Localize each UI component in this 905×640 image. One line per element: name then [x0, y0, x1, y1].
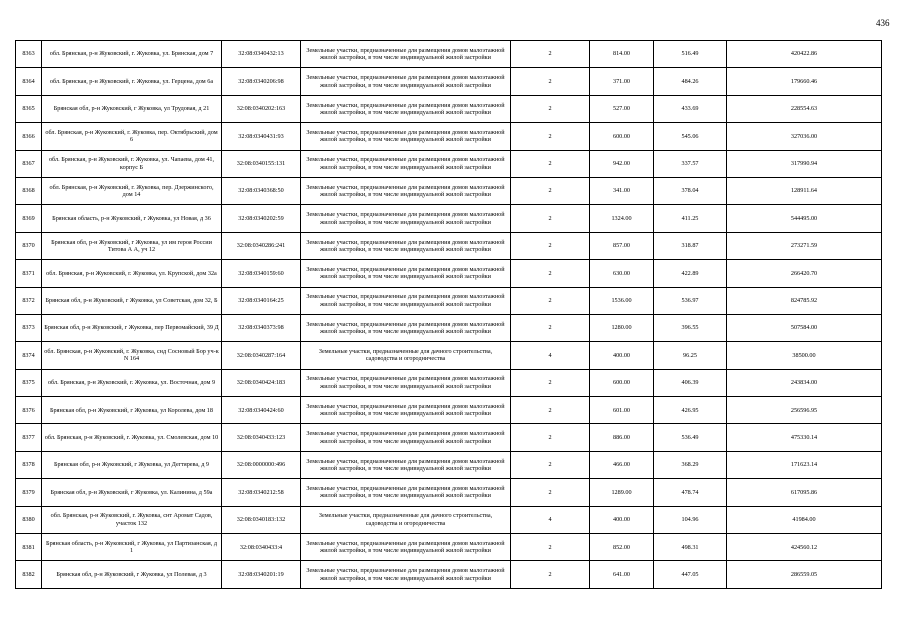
group-cell: 4 — [511, 342, 590, 369]
permitted-use-cell: Земельные участки, предназначенные для размещения домов малоэтажной жилой застройки, в том числе индивидуальной жилой застройки — [301, 150, 511, 177]
group-cell: 2 — [511, 479, 590, 506]
row-number-cell: 8374 — [16, 342, 42, 369]
row-number-cell: 8370 — [16, 232, 42, 259]
table-row — [16, 287, 882, 314]
table-row — [16, 260, 882, 287]
address-cell: Брянская обл, р-н Жуковский, г Жуковка, ул им героя России Титова А А, уч 12 — [42, 232, 222, 259]
cadastral-number-cell: 32:08:0340159:60 — [222, 260, 301, 287]
row-number-cell: 8365 — [16, 95, 42, 122]
table-row — [16, 232, 882, 259]
area-cell: 1280.00 — [590, 314, 654, 341]
cadastral-number-cell: 32:08:0340201:19 — [222, 561, 301, 588]
cadastral-value-cell: 544495.00 — [727, 205, 882, 232]
cadastral-number-cell: 32:08:0340202:163 — [222, 95, 301, 122]
specific-value-cell: 433.69 — [654, 95, 727, 122]
cadastral-value-cell: 317990.94 — [727, 150, 882, 177]
table-row — [16, 68, 882, 95]
specific-value-cell: 368.29 — [654, 451, 727, 478]
page-number: 436 — [876, 18, 890, 28]
table-row — [16, 534, 882, 561]
group-cell: 2 — [511, 451, 590, 478]
area-cell: 886.00 — [590, 424, 654, 451]
area-cell: 601.00 — [590, 397, 654, 424]
specific-value-cell: 406.39 — [654, 369, 727, 396]
specific-value-cell: 318.87 — [654, 232, 727, 259]
cadastral-value-cell: 243834.00 — [727, 369, 882, 396]
cadastral-value-cell: 171623.14 — [727, 451, 882, 478]
area-cell: 400.00 — [590, 506, 654, 533]
row-number-cell: 8376 — [16, 397, 42, 424]
area-cell: 857.00 — [590, 232, 654, 259]
row-number-cell: 8382 — [16, 561, 42, 588]
land-registry-table — [15, 40, 882, 589]
specific-value-cell: 536.97 — [654, 287, 727, 314]
address-cell: Брянская обл, р-н Жуковский, г Жуковка, ул Полевая, д 3 — [42, 561, 222, 588]
group-cell: 2 — [511, 41, 590, 68]
row-number-cell: 8379 — [16, 479, 42, 506]
permitted-use-cell: Земельные участки, предназначенные для размещения домов малоэтажной жилой застройки, в том числе индивидуальной жилой застройки — [301, 534, 511, 561]
cadastral-value-cell: 228554.63 — [727, 95, 882, 122]
cadastral-number-cell: 32:08:0000000:496 — [222, 451, 301, 478]
specific-value-cell: 422.89 — [654, 260, 727, 287]
permitted-use-cell: Земельные участки, предназначенные для дачного строительства, садоводства и огородничества — [301, 342, 511, 369]
area-cell: 1324.00 — [590, 205, 654, 232]
cadastral-value-cell: 327036.00 — [727, 123, 882, 150]
specific-value-cell: 96.25 — [654, 342, 727, 369]
area-cell: 341.00 — [590, 177, 654, 204]
specific-value-cell: 536.49 — [654, 424, 727, 451]
cadastral-number-cell: 32:08:0340432:13 — [222, 41, 301, 68]
permitted-use-cell: Земельные участки, предназначенные для размещения домов малоэтажной жилой застройки, в том числе индивидуальной жилой застройки — [301, 397, 511, 424]
address-cell: обл. Брянская, р-н Жуковский, г. Жуковка, ул. Смолевская, дом 10 — [42, 424, 222, 451]
address-cell: Брянская обл, р-н Жуковский, г Жуковка, ул Советская, дом 32, Б — [42, 287, 222, 314]
cadastral-number-cell: 32:08:0340287:164 — [222, 342, 301, 369]
area-cell: 600.00 — [590, 123, 654, 150]
specific-value-cell: 396.55 — [654, 314, 727, 341]
row-number-cell: 8380 — [16, 506, 42, 533]
table-row — [16, 177, 882, 204]
table-row — [16, 314, 882, 341]
address-cell: Брянская область, р-н Жуковский, г Жуковка, ул Новая, д 36 — [42, 205, 222, 232]
permitted-use-cell: Земельные участки, предназначенные для дачного строительства, садоводства и огородничества — [301, 506, 511, 533]
row-number-cell: 8381 — [16, 534, 42, 561]
specific-value-cell: 484.26 — [654, 68, 727, 95]
cadastral-number-cell: 32:08:0340212:58 — [222, 479, 301, 506]
address-cell: Брянская обл, р-н Жуковский, г Жуковка, пер Первомайский, 39 Д — [42, 314, 222, 341]
address-cell: обл. Брянская, р-н Жуковский, г. Жуковка, ул. Брянская, дом 7 — [42, 41, 222, 68]
area-cell: 641.00 — [590, 561, 654, 588]
cadastral-number-cell: 32:08:0340286:241 — [222, 232, 301, 259]
permitted-use-cell: Земельные участки, предназначенные для размещения домов малоэтажной жилой застройки, в том числе индивидуальной жилой застройки — [301, 95, 511, 122]
table-row — [16, 506, 882, 533]
specific-value-cell: 447.05 — [654, 561, 727, 588]
group-cell: 2 — [511, 68, 590, 95]
permitted-use-cell: Земельные участки, предназначенные для размещения домов малоэтажной жилой застройки, в том числе индивидуальной жилой застройки — [301, 68, 511, 95]
address-cell: Брянская обл, р-н Жуковский, г Жуковка, ул Дегтярева, д 9 — [42, 451, 222, 478]
specific-value-cell: 498.31 — [654, 534, 727, 561]
specific-value-cell: 545.06 — [654, 123, 727, 150]
area-cell: 600.00 — [590, 369, 654, 396]
row-number-cell: 8366 — [16, 123, 42, 150]
permitted-use-cell: Земельные участки, предназначенные для размещения домов малоэтажной жилой застройки, в том числе индивидуальной жилой застройки — [301, 260, 511, 287]
address-cell: обл. Брянская, р-н Жуковский, г. Жуковка, ул. Чапаева, дом 41, корпус Б — [42, 150, 222, 177]
cadastral-value-cell: 273271.59 — [727, 232, 882, 259]
group-cell: 2 — [511, 369, 590, 396]
address-cell: обл. Брянская, р-н Жуковский, г. Жуковка, ул. Герцена, дом 6а — [42, 68, 222, 95]
address-cell: обл. Брянская, р-н Жуковский, г. Жуковка, ул. Восточная, дом 9 — [42, 369, 222, 396]
cadastral-number-cell: 32:08:0340424:60 — [222, 397, 301, 424]
group-cell: 2 — [511, 260, 590, 287]
row-number-cell: 8371 — [16, 260, 42, 287]
cadastral-value-cell: 38500.00 — [727, 342, 882, 369]
cadastral-number-cell: 32:08:0340155:131 — [222, 150, 301, 177]
address-cell: Брянская обл, р-н Жуковский, г Жуковка, ул Трудовая, д 21 — [42, 95, 222, 122]
permitted-use-cell: Земельные участки, предназначенные для размещения домов малоэтажной жилой застройки, в том числе индивидуальной жилой застройки — [301, 232, 511, 259]
row-number-cell: 8378 — [16, 451, 42, 478]
cadastral-value-cell: 41984.00 — [727, 506, 882, 533]
specific-value-cell: 478.74 — [654, 479, 727, 506]
table-body — [16, 41, 882, 589]
area-cell: 1289.00 — [590, 479, 654, 506]
group-cell: 2 — [511, 95, 590, 122]
cadastral-number-cell: 32:08:0340431:93 — [222, 123, 301, 150]
row-number-cell: 8368 — [16, 177, 42, 204]
cadastral-number-cell: 32:08:0340424:183 — [222, 369, 301, 396]
cadastral-value-cell: 256596.95 — [727, 397, 882, 424]
table-row — [16, 123, 882, 150]
cadastral-value-cell: 266420.70 — [727, 260, 882, 287]
table-row — [16, 342, 882, 369]
table-row — [16, 479, 882, 506]
table-row — [16, 369, 882, 396]
cadastral-number-cell: 32:08:0340433:4 — [222, 534, 301, 561]
address-cell: Брянская обл, р-н Жуковский, г Жуковка, ул Королева, дом 18 — [42, 397, 222, 424]
group-cell: 2 — [511, 424, 590, 451]
group-cell: 2 — [511, 232, 590, 259]
area-cell: 527.00 — [590, 95, 654, 122]
permitted-use-cell: Земельные участки, предназначенные для размещения домов малоэтажной жилой застройки, в том числе индивидуальной жилой застройки — [301, 314, 511, 341]
row-number-cell: 8364 — [16, 68, 42, 95]
area-cell: 814.00 — [590, 41, 654, 68]
group-cell: 2 — [511, 287, 590, 314]
permitted-use-cell: Земельные участки, предназначенные для размещения домов малоэтажной жилой застройки, в том числе индивидуальной жилой застройки — [301, 451, 511, 478]
row-number-cell: 8375 — [16, 369, 42, 396]
permitted-use-cell: Земельные участки, предназначенные для размещения домов малоэтажной жилой застройки, в том числе индивидуальной жилой застройки — [301, 369, 511, 396]
address-cell: обл. Брянская, р-н Жуковский, г. Жуковка, ул. Крупской, дом 32а — [42, 260, 222, 287]
cadastral-value-cell: 420422.86 — [727, 41, 882, 68]
group-cell: 2 — [511, 397, 590, 424]
specific-value-cell: 378.04 — [654, 177, 727, 204]
cadastral-value-cell: 507584.00 — [727, 314, 882, 341]
permitted-use-cell: Земельные участки, предназначенные для размещения домов малоэтажной жилой застройки, в том числе индивидуальной жилой застройки — [301, 123, 511, 150]
permitted-use-cell: Земельные участки, предназначенные для размещения домов малоэтажной жилой застройки, в том числе индивидуальной жилой застройки — [301, 424, 511, 451]
table-row — [16, 424, 882, 451]
cadastral-value-cell: 824785.92 — [727, 287, 882, 314]
area-cell: 852.00 — [590, 534, 654, 561]
group-cell: 2 — [511, 314, 590, 341]
row-number-cell: 8367 — [16, 150, 42, 177]
group-cell: 2 — [511, 205, 590, 232]
cadastral-number-cell: 32:08:0340206:98 — [222, 68, 301, 95]
area-cell: 371.00 — [590, 68, 654, 95]
address-cell: Брянская обл, р-н Жуковский, г Жуковка, ул. Калинина, д 59а — [42, 479, 222, 506]
address-cell: обл. Брянская, р-н Жуковский, г. Жуковка, снд Сосновый Бор уч-к N 164 — [42, 342, 222, 369]
group-cell: 2 — [511, 177, 590, 204]
address-cell: обл. Брянская, р-н Жуковский, г. Жуковка, снт Аромат Садов, участок 132 — [42, 506, 222, 533]
cadastral-value-cell: 475330.14 — [727, 424, 882, 451]
table-row — [16, 150, 882, 177]
row-number-cell: 8363 — [16, 41, 42, 68]
specific-value-cell: 411.25 — [654, 205, 727, 232]
address-cell: обл. Брянская, р-н Жуковский, г. Жуковка, пер. Дзержинского, дом 14 — [42, 177, 222, 204]
area-cell: 630.00 — [590, 260, 654, 287]
permitted-use-cell: Земельные участки, предназначенные для размещения домов малоэтажной жилой застройки, в том числе индивидуальной жилой застройки — [301, 41, 511, 68]
row-number-cell: 8377 — [16, 424, 42, 451]
table-row — [16, 41, 882, 68]
row-number-cell: 8369 — [16, 205, 42, 232]
cadastral-number-cell: 32:08:0340183:132 — [222, 506, 301, 533]
row-number-cell: 8372 — [16, 287, 42, 314]
table-row — [16, 95, 882, 122]
area-cell: 1536.00 — [590, 287, 654, 314]
cadastral-value-cell: 286559.05 — [727, 561, 882, 588]
cadastral-number-cell: 32:08:0340164:25 — [222, 287, 301, 314]
address-cell: Брянская область, р-н Жуковский, г Жуковка, ул Партизанская, д 1 — [42, 534, 222, 561]
table-row — [16, 561, 882, 588]
permitted-use-cell: Земельные участки, предназначенные для размещения домов малоэтажной жилой застройки, в том числе индивидуальной жилой застройки — [301, 287, 511, 314]
specific-value-cell: 104.96 — [654, 506, 727, 533]
table-row — [16, 397, 882, 424]
permitted-use-cell: Земельные участки, предназначенные для размещения домов малоэтажной жилой застройки, в том числе индивидуальной жилой застройки — [301, 561, 511, 588]
group-cell: 2 — [511, 561, 590, 588]
specific-value-cell: 516.49 — [654, 41, 727, 68]
group-cell: 2 — [511, 150, 590, 177]
cadastral-value-cell: 424560.12 — [727, 534, 882, 561]
cadastral-value-cell: 179660.46 — [727, 68, 882, 95]
area-cell: 466.00 — [590, 451, 654, 478]
group-cell: 2 — [511, 534, 590, 561]
permitted-use-cell: Земельные участки, предназначенные для размещения домов малоэтажной жилой застройки, в том числе индивидуальной жилой застройки — [301, 205, 511, 232]
address-cell: обл. Брянская, р-н Жуковский, г. Жуковка, пер. Октябрьский, дом 6 — [42, 123, 222, 150]
area-cell: 400.00 — [590, 342, 654, 369]
specific-value-cell: 426.95 — [654, 397, 727, 424]
cadastral-value-cell: 128911.64 — [727, 177, 882, 204]
cadastral-value-cell: 617095.86 — [727, 479, 882, 506]
specific-value-cell: 337.57 — [654, 150, 727, 177]
permitted-use-cell: Земельные участки, предназначенные для размещения домов малоэтажной жилой застройки, в том числе индивидуальной жилой застройки — [301, 177, 511, 204]
area-cell: 942.00 — [590, 150, 654, 177]
cadastral-number-cell: 32:08:0340202:59 — [222, 205, 301, 232]
permitted-use-cell: Земельные участки, предназначенные для размещения домов малоэтажной жилой застройки, в том числе индивидуальной жилой застройки — [301, 479, 511, 506]
cadastral-number-cell: 32:08:0340368:50 — [222, 177, 301, 204]
cadastral-number-cell: 32:08:0340433:123 — [222, 424, 301, 451]
cadastral-number-cell: 32:08:0340373:98 — [222, 314, 301, 341]
group-cell: 2 — [511, 123, 590, 150]
table-row — [16, 451, 882, 478]
table-row — [16, 205, 882, 232]
group-cell: 4 — [511, 506, 590, 533]
row-number-cell: 8373 — [16, 314, 42, 341]
